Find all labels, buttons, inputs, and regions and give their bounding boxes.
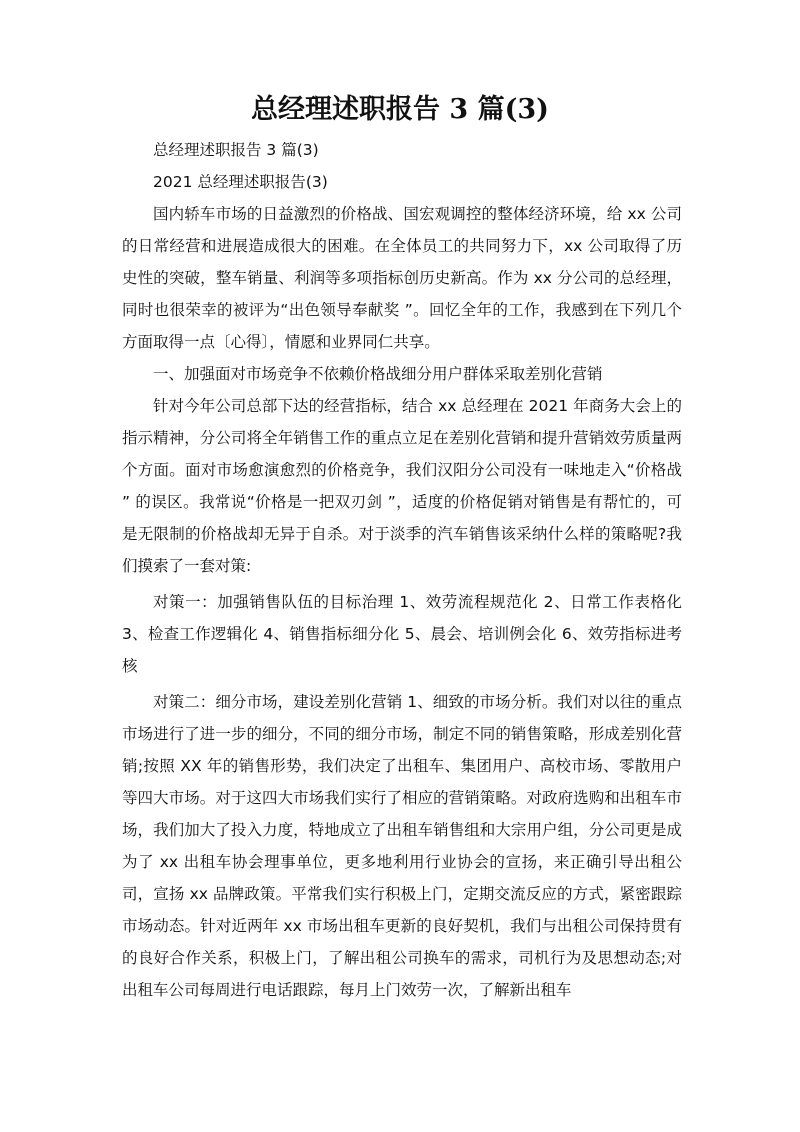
measure-two-paragraph: 对策二：细分市场，建设差别化营销 1、细致的市场分析。我们对以往的重点市场进行了进一步的细分，不同的细分市场，制定不同的销售策略，形成差别化营销;按照 XX 年的销售形势，我们决定了出租车、集团用户、高校市场、零散用户等四大市场。对于这四大市场我们实行了相应的营销策略。对政府选购和出租车市场，我们加大了投入力度，特地成立了出租车销售组和大宗用户组，分公司更是成为了 xx 出租车协会理事单位，更多地利用行业协会的宣扬，来正确引导出租公司，宣扬 xx 品牌政策。平常我们实行积极上门，定期交流反应的方式，紧密跟踪市场动态。针对近两年 xx 市场出租车更新的良好契机，我们与出租公司保持贯有的良好合作关系，积极上门，了解出租公司换车的需求，司机行为及思想动态;对出租车公司每周进行电话跟踪，每月上门效劳一次，了解新出租车 — [122, 693, 682, 999]
strategy-paragraph: 针对今年公司总部下达的经营指标，结合 xx 总经理在 2021 年商务大会上的指示精神，分公司将全年销售工作的重点立足在差别化营销和提升营销效劳质量两个方面。面对市场愈演愈烈的价格竞争，我们汉阳分公司没有一味地走入“价格战 ” 的误区。我常说“价格是一把双刃剑 ”，适度的价格促销对销售是有帮忙的，可是无限制的价格战却无异于自杀。对于淡季的汽车销售该采纳什么样的策略呢?我们摸索了一套对策: — [122, 397, 682, 575]
report-year-line: 2021 总经理述职报告(3) — [153, 173, 328, 191]
document-title: 总经理述职报告 3 篇(3) — [251, 94, 549, 125]
intro-paragraph: 国内轿车市场的日益激烈的价格战、国宏观调控的整体经济环境，给 xx 公司的日常经营和进展造成很大的困难。在全体员工的共同努力下，xx 公司取得了历史性的突破，整车销量、利润等多项指标创历史新高。作为 xx 分公司的总经理，同时也很荣幸的被评为“出色领导奉献奖 ”。回忆全年的工作，我感到在下列几个方面取得一点〔心得〕，情愿和业界同仁共享。 — [122, 205, 682, 351]
measure-one-paragraph: 对策一：加强销售队伍的目标治理 1、效劳流程规范化 2、日常工作表格化 3、检查工作逻辑化 4、销售指标细分化 5、晨会、培训例会化 6、效劳指标进考核 — [122, 593, 682, 675]
section-heading: 一、加强面对市场竞争不依赖价格战细分用户群体采取差别化营销 — [153, 365, 603, 383]
subtitle-line: 总经理述职报告 3 篇(3) — [153, 141, 319, 159]
document-body — [122, 134, 682, 1006]
